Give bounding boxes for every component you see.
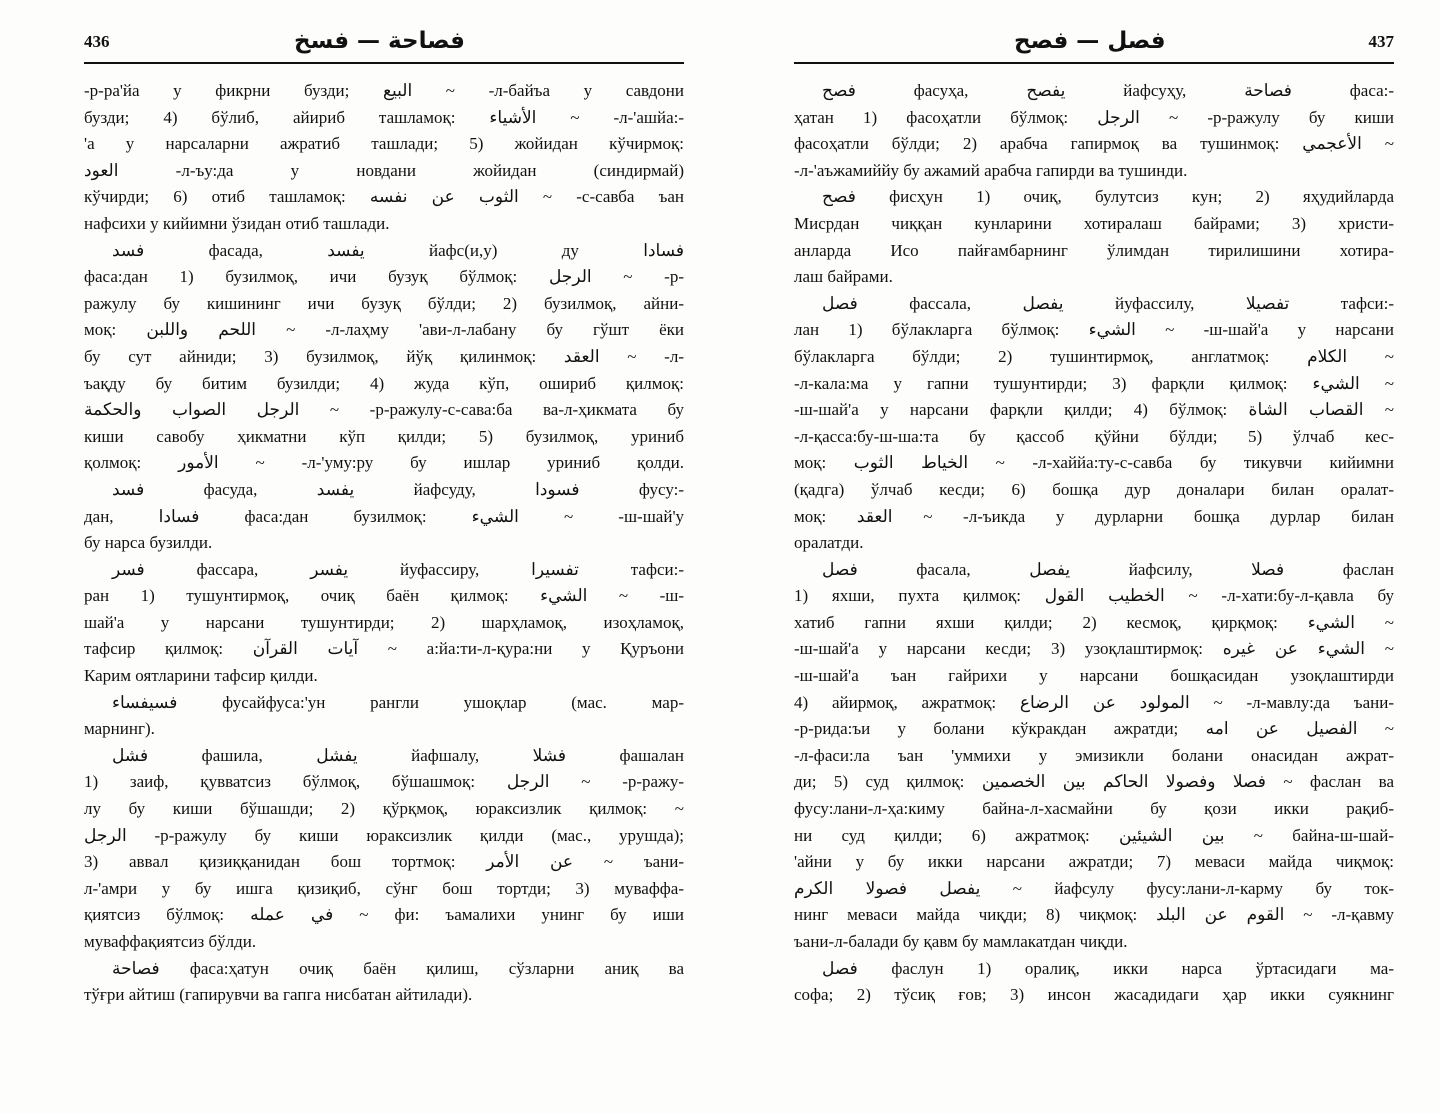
dictionary-line: 1) заиф, қувватсиз бўлмоқ, бўшашмоқ: الرجل ~ -р-ражу-: [84, 772, 684, 792]
dictionary-line: -ш-шай'а у нарсани кесди; 3) узоқлаштирмоқ: الشيء عن غيره ~: [794, 639, 1394, 659]
dictionary-line: فصل фасала, يفصل йафсилу, فصلا фаслан: [822, 559, 1394, 579]
dictionary-line: ран 1) тушунтирмоқ, очиқ баён қилмоқ: الشيء ~ -ш-: [84, 586, 684, 606]
dictionary-line: -ш-шай'а ъан гайрихи у нарсани бошқасидан узоқлаштирди: [794, 666, 1394, 686]
dictionary-line: бўлакларга бўлди; 2) тушинтирмоқ, англатмоқ: الكلام ~: [794, 346, 1394, 366]
dictionary-line: кўчирди; 6) отиб ташламоқ: الثوب عن نفسه ~ -с-савба ъан: [84, 187, 685, 207]
dictionary-line: 'айни у бу икки нарсани ажратди; 7) меваси майда чиқмоқ:: [794, 852, 1394, 872]
right-guide-words: فصل — فصح: [1014, 28, 1166, 54]
dictionary-line: الرجل الصواب والحكمة ~ -р-ражулу-с-сава:ба ва-л-ҳикмата бу: [84, 400, 684, 420]
right-page-header: [794, 28, 1394, 62]
right-header-rule: [794, 62, 1394, 64]
dictionary-line: дан, فسادا фаса:дан бузилмоқ: الشيء ~ -ш-шай'у: [84, 506, 685, 526]
dictionary-line: тафсир қилмоқ: آيات القرآن ~ а:йа:ти-л-қура:ни у Қуръони: [84, 639, 684, 659]
dictionary-line: ҳатан 1) фасоҳатли бўлмоқ: الرجل ~ -р-ражулу бу киши: [794, 107, 1395, 127]
dictionary-line: ди; 5) суд қилмоқ: فصلا وفصولا الحاكم بين الخصمين ~ фаслан ва: [794, 772, 1394, 792]
dictionary-line: ъани-л-балади бу қавм бу мамлакатдан чиқди.: [794, 932, 1128, 951]
dictionary-line: фасоҳатли бўлди; 2) арабча гапирмоқ ва тушинмоқ: الأعجمي ~: [794, 134, 1394, 154]
dictionary-line: Карим оятларини тафсир қилди.: [84, 666, 318, 686]
right-page-body: [794, 78, 1394, 1009]
dictionary-line: лан 1) бўлакларга бўлмоқ: الشيء ~ -ш-шай'а у нарсани: [794, 320, 1394, 340]
dictionary-line: -л-фаси:ла ъан 'уммихи у эмизикли болани онасидан ажрат-: [794, 745, 1394, 765]
dictionary-line: -р-ра'йа у фикрни бузди; البيع ~ -л-байъа у савдони: [84, 81, 684, 100]
dictionary-line: бузди; 4) бўлиб, айириб ташламоқ: الأشياء ~ -л-'ашйа:-: [84, 107, 685, 127]
dictionary-line: الرجل -р-ражулу бу киши юраксизлик қилди (мас., урушда);: [84, 825, 684, 845]
dictionary-line: лу бу киши бўшашди; 2) қўрқмоқ, юраксизлик қилмоқ: ~: [84, 799, 684, 819]
dictionary-line: марнинг).: [84, 719, 155, 739]
dictionary-line: فصل фаслун 1) оралиқ, икки нарса ўртасидаги ма-: [822, 958, 1394, 978]
dictionary-line: فسيفساء фусайфуса:'ун рангли ушоқлар (мас. мар-: [112, 692, 684, 712]
dictionary-line: фаса:дан 1) бузилмоқ, ичи бузуқ бўлмоқ: الرجل ~ -р-: [84, 267, 684, 287]
dictionary-line: -ш-шай'а у нарсани фарқли қилди; 4) бўлмоқ: القصاب الشاة ~: [794, 400, 1395, 420]
dictionary-line: فصح фисҳун 1) очиқ, булутсиз кун; 2) яҳудийларда: [822, 187, 1394, 207]
dictionary-line: فصل фассала, يفصل йуфассилу, تفصيلا тафси:-: [822, 293, 1394, 313]
dictionary-line: العود -л-ъу:да у новдани жойидан (синдирмай): [84, 160, 684, 180]
dictionary-line: فشل фашила, يفشل йафшалу, فشلا фашалан: [112, 745, 684, 765]
dictionary-line: лаш байрами.: [794, 267, 893, 287]
dictionary-line: ни суд қилди; 6) ажратмоқ: بين الشيئين ~ байна-ш-шай-: [794, 825, 1394, 845]
left-page-header: [84, 28, 684, 62]
dictionary-line: ражулу бу кишининг ичи бузуқ бўлди; 2) бузилмоқ, айни-: [84, 293, 684, 313]
right-page-number: 437: [1368, 32, 1394, 51]
dictionary-line: тўғри айтиш (гапирувчи ва гапга нисбатан айтилади).: [84, 985, 473, 1005]
left-page: [84, 0, 684, 1114]
dictionary-line: фусу:лани-л-ҳа:киму байна-л-хасмайни бу қози икки рақиб-: [794, 799, 1394, 819]
left-header-rule: [84, 62, 684, 64]
dictionary-line: فصاحة фаса:ҳатун очиқ баён қилиш, сўзларни аниқ ва: [112, 958, 684, 978]
dictionary-line: киши савобу ҳикматни кўп қилди; 5) бузилмоқ, уриниб: [84, 426, 684, 446]
dictionary-line: софа; 2) тўсиқ ғов; 3) инсон жасадидаги ҳар икки суякнинг: [794, 985, 1394, 1005]
dictionary-line: нинг меваси майда чиқди; 8) чиқмоқ: القوم عن البلد ~ -л-қавму: [794, 905, 1394, 925]
dictionary-line: فسد фасада, يفسد йафс(и,у) ду فسادا: [112, 240, 684, 260]
left-page-body: [84, 78, 684, 1009]
dictionary-line: анларда Исо пайғамбарнинг ўлимдан тирилишини хотира-: [794, 240, 1394, 260]
dictionary-line: -л-'аъжамиййу бу ажамий арабча гапирди ва тушинди.: [794, 160, 1188, 180]
dictionary-line: моқ: العقد ~ -л-ъикда у дурларни бошқа дурлар билан: [794, 506, 1394, 526]
dictionary-line: ъақду бу битим бузилди; 4) жуда кўп, ошириб қилмоқ:: [84, 373, 684, 393]
dictionary-line: 3) аввал қизиққанидан бош тортмоқ: عن الأمر ~ ъани-: [84, 852, 685, 872]
dictionary-line: моқ: اللحم واللبن ~ -л-лаҳму 'ави-л-лабану бу гўшт ёки: [84, 320, 684, 340]
dictionary-line: л-'амри у бу ишга қизиқиб, сўнг бош тортди; 3) муваффа-: [84, 878, 684, 898]
dictionary-line: يفصل فصولا الكرم ~ йафсулу фусу:лани-л-карму бу ток-: [794, 878, 1394, 898]
dictionary-line: муваффақиятсиз бўлди.: [84, 932, 257, 951]
dictionary-line: -л-кала:ма у гапни тушунтирди; 3) фарқли қилмоқ: الشيء ~: [794, 373, 1394, 393]
dictionary-line: нафсихи у кийимни ўзидан отиб ташлади.: [84, 213, 390, 233]
dictionary-line: бу сут айниди; 3) бузилмоқ, йўқ қилинмоқ: العقد ~ -л-: [84, 346, 684, 366]
dictionary-line: 'а у нарсаларни ажратиб ташлади; 5) жойидан кўчирмоқ:: [84, 134, 684, 154]
dictionary-line: шай'а у нарсани тушунтирди; 2) шарҳламоқ, изоҳламоқ,: [84, 612, 684, 632]
dictionary-line: 1) яхши, пухта қилмоқ: الخطيب القول ~ -л-хати:бу-л-қавла бу: [794, 586, 1395, 606]
dictionary-line: оралатди.: [794, 533, 864, 553]
dictionary-line: бу нарса бузилди.: [84, 533, 213, 553]
dictionary-line: -р-рида:ъи у болани кўкракдан ажратди; الفصيل عن امه ~: [794, 719, 1394, 739]
dictionary-line: Мисрдан чиққан кунларини хотиралаш байрами; 3) христи-: [794, 213, 1394, 233]
dictionary-line: فسر фассара, يفسر йуфассиру, تفسيرا тафси:-: [112, 559, 685, 579]
dictionary-line: فصح фасуҳа, يفصح йафсуҳу, فصاحة фаса:-: [822, 81, 1394, 100]
dictionary-line: қиятсиз бўлмоқ: في عمله ~ фи: ъамалихи унинг бу иши: [84, 905, 685, 925]
dictionary-line: فسد фасуда, يفسد йафсуду, فسودا фусу:-: [112, 479, 684, 499]
dictionary-line: моқ: الخياط الثوب ~ -л-хаййа:ту-с-савба бу тикувчи кийимни: [794, 453, 1394, 473]
dictionary-line: 4) айирмоқ, ажратмоқ: المولود عن الرضاع ~ -л-мавлу:да ъани-: [794, 692, 1394, 712]
left-page-number: 436: [84, 32, 110, 51]
left-guide-words: فصاحة — فسخ: [294, 28, 465, 54]
right-page: [794, 0, 1394, 1114]
dictionary-line: -л-қасса:бу-ш-ша:та бу қассоб қўйни бўлди; 5) ўлчаб кес-: [794, 426, 1394, 446]
dictionary-line: қолмоқ: الأمور ~ -л-'уму:ру бу ишлар уриниб қолди.: [84, 453, 684, 473]
dictionary-line: хатиб гапни яхши қилди; 2) кесмоқ, қирқмоқ: الشيء ~: [794, 612, 1394, 632]
dictionary-line: (қадга) ўлчаб кесди; 6) бошқа дур доналари билан оралат-: [794, 479, 1394, 499]
